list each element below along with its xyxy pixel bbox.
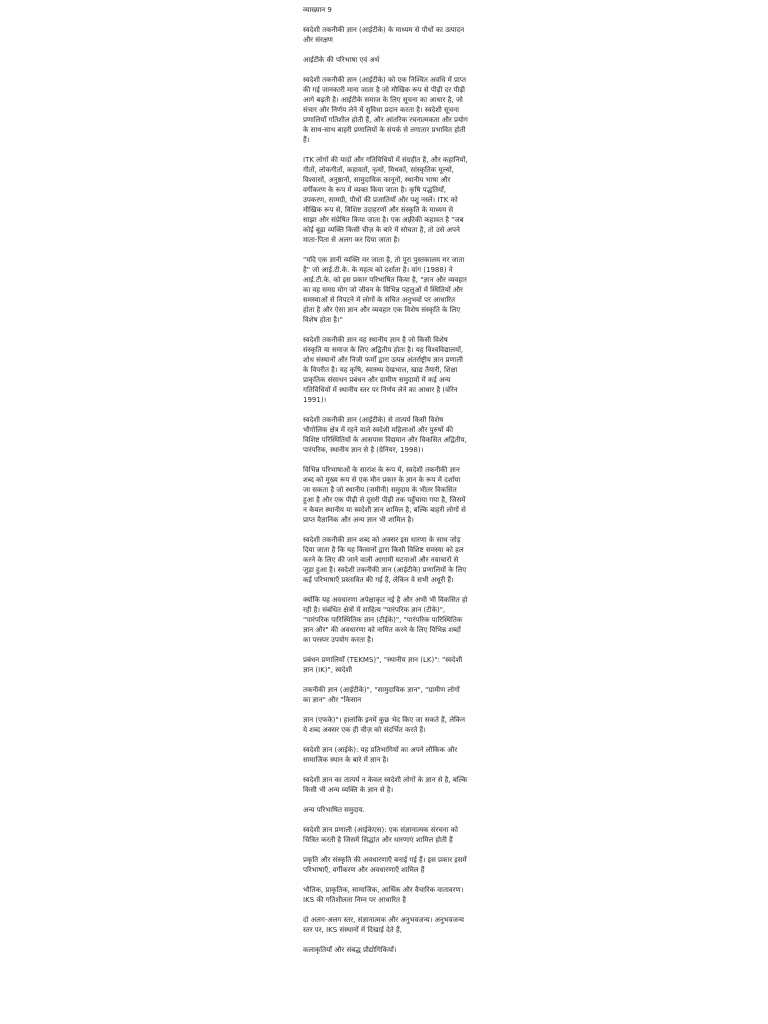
paragraph-iks-levels: दो अलग-अलग स्तर, संज्ञानात्मक और अनुभवजन्य। अनुभवजन्य स्तर पर, IKS संस्थानों में दिखाई देते हैं, xyxy=(303,916,464,934)
document-body xyxy=(303,5,468,955)
paragraph-grenier-definition: स्वदेशी तकनीकी ज्ञान (आईटीके) से तात्पर्य किसी विशेष भौगोलिक क्षेत्र में रहने वाले स्वदेशी महिलाओं और पुरुषों की विशिष्ट परिस्थितियों के आसपास विद्यमान और विकसित अद्वितीय, पारंपरिक, स्थानीय ज्ञान से है (ग्रेनियर, 1998)। xyxy=(303,416,467,454)
section-heading: आईटीके की परिभाषा एवं अर्थ xyxy=(303,56,380,64)
paragraph-wang-definition: "यदि एक ज्ञानी व्यक्ति मर जाता है, तो पूरा पुस्तकालय मर जाता है" जो आई.टी.के. के महत्व को दर्शाता है। वांग (1988) ने आई.टी.के. को इस प्रकार परिभाषित किया है, "ज्ञान और व्यवहार का वह समग्र योग जो जीवन के विभिन्न पहलुओं में स्थितियों और समस्याओं से निपटने में लोगों के संचित अनुभवों पर आधारित होता है और ऐसा ज्ञान और व्यवहार एक विशेष संस्कृति के लिए विशेष होता है।" xyxy=(303,256,467,324)
paragraph-itk-storage: ITK लोगों की यादों और गतिविधियों में संग्रहीत है, और कहानियों, गीतों, लोकगीतों, कहावतों, नृत्यों, मिथकों, सांस्कृतिक मूल्यों, विश्वासों, अनुष्ठानों, सामुदायिक कानूनों, स्थानीय भाषा और वर्गीकरण के रूप में व्यक्त किया जाता है। कृषि पद्धतियाँ, उपकरण, सामग्री, पौधों की प्रजातियाँ और पशु नस्लें। ITK को मौखिक रूप से, विशिष्ट उदाहरणों और संस्कृति के माध्यम से साझा और संप्रेषित किया जाता है। एक अफ़्रीकी कहावत है "जब कोई बूढ़ा व्यक्ति किसी चीज़ के बारे में सोचता है, तो उसे अपने माता-पिता से अलग कर दिया जाता है। xyxy=(303,156,468,244)
paragraph-iks-environment: भौतिक, प्राकृतिक, सामाजिक, आर्थिक और वैचारिक वातावरण। IKS की गतिशीलता निम्न पर आधारित है xyxy=(303,886,464,904)
paragraph-ik-scope: स्वदेशी ज्ञान का तात्पर्य न केवल स्वदेशी लोगों के ज्ञान से है, बल्कि किसी भी अन्य व्यक्ति के ज्ञान से है। xyxy=(303,776,468,794)
paragraph-iks-concepts: प्रकृति और संस्कृति की अवधारणाएँ बनाई गई हैं। इस प्रकार इसमें परिभाषाएँ, वर्गीकरण और अवधारणाएँ शामिल हैं xyxy=(303,856,467,874)
paragraph-other-communities: अन्य परिभाषित समुदाय. xyxy=(303,806,365,814)
paragraph-itk-definition: स्वदेशी तकनीकी ज्ञान (आईटीके) को एक निश्चित अवधि में प्राप्त की गई जानकारी माना जाता है जो मौखिक रूप से पीढ़ी दर पीढ़ी आगे बढ़ती है। आईटीके समाज के लिए सूचना का आधार है, जो संचार और निर्णय लेने में सुविधा प्रदान करता है। स्वदेशी सूचना प्रणालियाँ गतिशील होती हैं, और आंतरिक रचनात्मकता और प्रयोग के साथ-साथ बाहरी प्रणालियों के संपर्क से लगातार प्रभावित होती हैं। xyxy=(303,76,468,144)
paragraph-artifacts: कलाकृतियाँ और संबद्ध प्रौद्योगिकियाँ। xyxy=(303,946,397,954)
lecture-label: व्याख्यान 9 xyxy=(303,6,332,14)
paragraph-iks-definition: स्वदेशी ज्ञान प्रणाली (आईकेएस): एक संज्ञानात्मक संरचना को चित्रित करती है जिसमें सिद्धांत और धारणाएं शामिल होती हैं xyxy=(303,826,458,844)
paragraph-term-list-2: तकनीकी ज्ञान (आईटीके)", "सामुदायिक ज्ञान", "ग्रामीण लोगों का ज्ञान" और "किसान xyxy=(303,686,460,704)
paragraph-term-list-1: प्रबंधन प्रणालियाँ (TEKMS)", "स्थानीय ज्ञान (LK)": "स्वदेशी ज्ञान (IK)", स्वदेशी xyxy=(303,656,463,674)
paragraph-term-list-3: ज्ञान (एफके)"। हालांकि इनमें कुछ भेद किए जा सकते हैं, लेकिन ये शब्द अक्सर एक ही चीज़ को संदर्भित करते हैं। xyxy=(303,716,466,734)
paragraph-farmer-innovation: स्वदेशी तकनीकी ज्ञान शब्द को अक्सर इस धारणा के साथ जोड़ दिया जाता है कि यह किसानों द्वारा किसी विशिष्ट समस्या को हल करने के लिए की जाने वाली आगामी घटनाओं और नवाचारों से जुड़ा हुआ है। स्वदेशी तकनीकी ज्ञान (आईटीके) प्रणालियों के लिए कई परिभाषाएँ प्रस्तावित की गई हैं, लेकिन वे सभी अधूरी हैं। xyxy=(303,536,467,584)
paragraph-summary-definition: विभिन्न परिभाषाओं के सारांश के रूप में, स्वदेशी तकनीकी ज्ञान शब्द को मुख्य रूप से एक मौन प्रकार के ज्ञान के रूप में दर्शाया जा सकता है जो स्थानीय (जमीनी) समुदाय के भीतर विकसित हुआ है और एक पीढ़ी से दूसरी पीढ़ी तक पहुँचाया गया है, जिसमें न केवल स्थानीय या स्वदेशी ज्ञान शामिल है, बल्कि बाहरी लोगों से प्राप्त वैज्ञानिक और अन्य ज्ञान भी शामिल है। xyxy=(303,466,466,524)
paragraph-warren-definition: स्वदेशी तकनीकी ज्ञान वह स्थानीय ज्ञान है जो किसी विशेष संस्कृति या समाज के लिए अद्वितीय होता है। यह विश्वविद्यालयों, शोध संस्थानों और निजी फर्मों द्वारा उत्पन्न अंतर्राष्ट्रीय ज्ञान प्रणाली के विपरीत है। यह कृषि, स्वास्थ्य देखभाल, खाद्य तैयारी, शिक्षा प्राकृतिक संसाधन प्रबंधन और ग्रामीण समुदायों में कई अन्य गतिविधियों में स्थानीय स्तर पर निर्णय लेने का आधार है (वॉरेन 1991)। xyxy=(303,336,464,404)
paragraph-terminology: क्योंकि यह अवधारणा अपेक्षाकृत नई है और अभी भी विकसित हो रही है। संबंधित क्षेत्रों में साहित्य "पारंपरिक ज्ञान (टीके)", "पारंपरिक पारिस्थितिक ज्ञान (टीईके)", "पारंपरिक पारिस्थितिक ज्ञान और" की अवधारणा को नामित करने के लिए विभिन्न शब्दों का परस्पर उपयोग करता है। xyxy=(303,596,468,644)
lecture-title: स्वदेशी तकनीकी ज्ञान (आईटीके) के माध्यम से पौधों का उत्पादन और संरक्षण xyxy=(303,26,465,44)
paragraph-ik-definition: स्वदेशी ज्ञान (आईके): यह प्रतिभागियों का अपने लौकिक और सामाजिक स्थान के बारे में ज्ञान है। xyxy=(303,746,458,764)
